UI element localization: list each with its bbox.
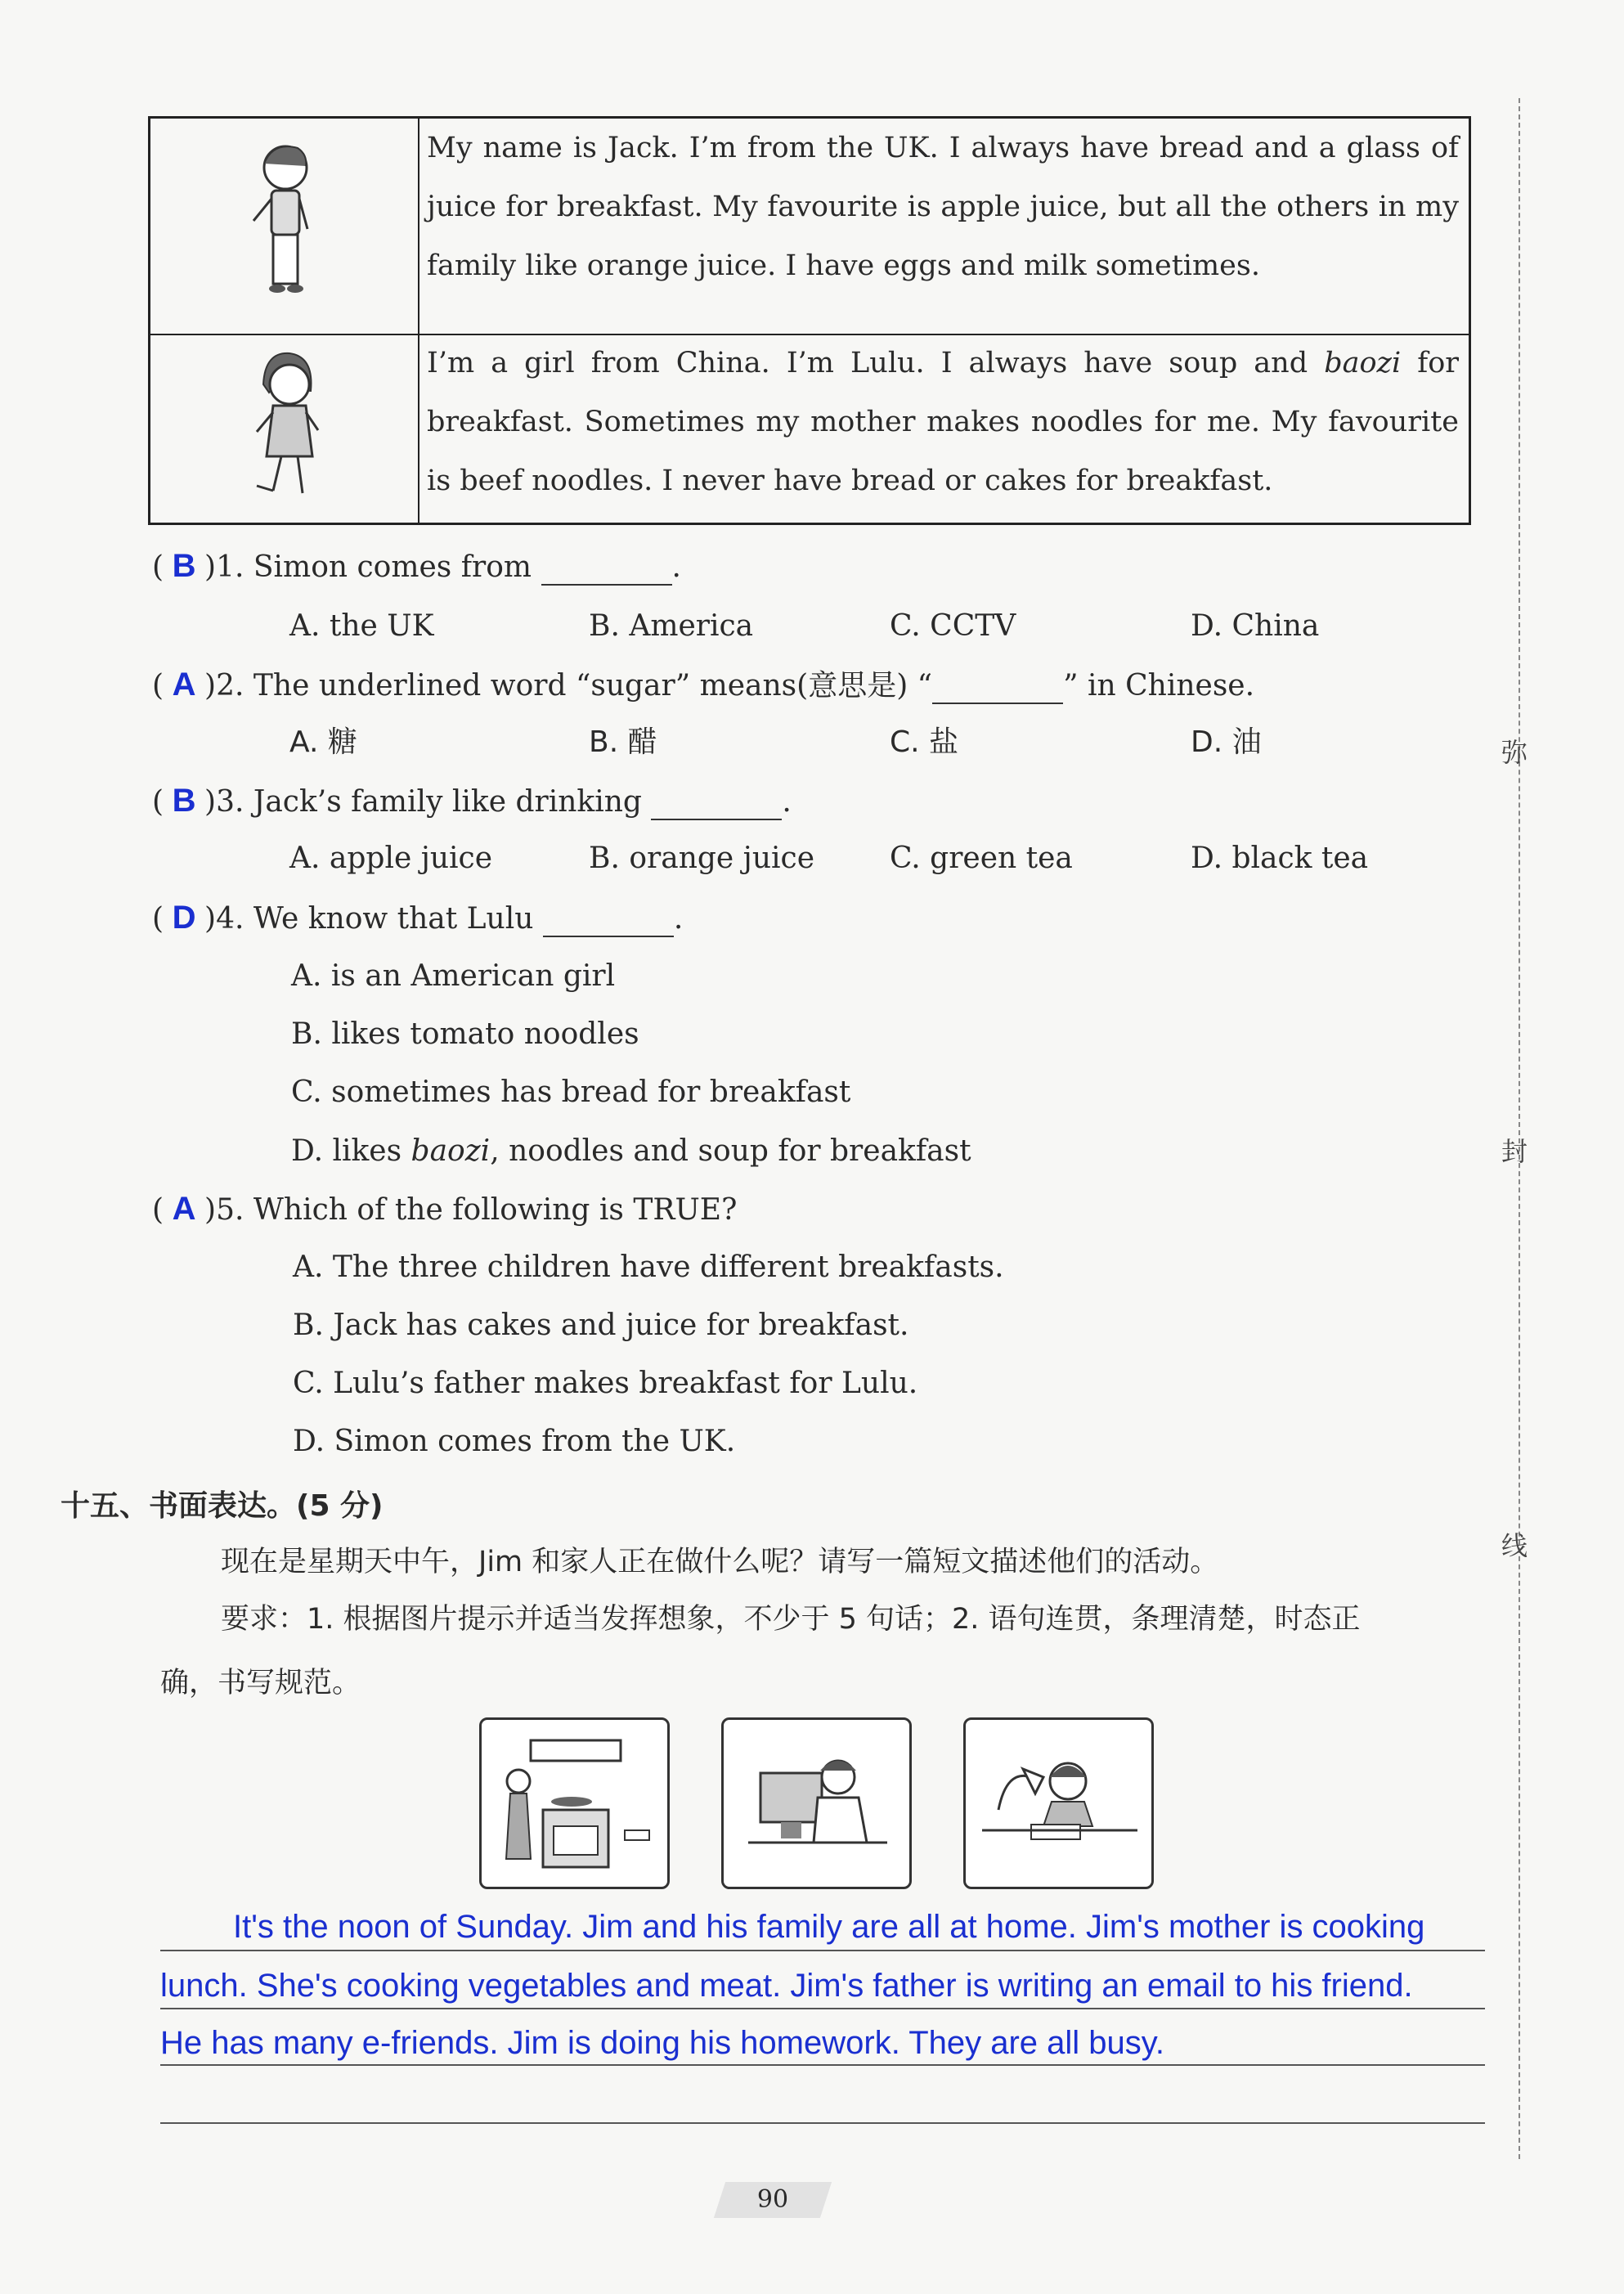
seal-mark-feng: 封 [1501,1136,1528,1167]
writing-prompt: 现在是星期天中午，Jim 和家人正在做什么呢？请写一篇短文描述他们的活动。 [221,1546,1219,1578]
jack-paragraph [427,119,1459,295]
question-2-end: ” in Chinese. [1063,669,1255,703]
question-5-text: )5. Which of the following is TRUE? [204,1193,738,1227]
q3-option-d: D. black tea [1191,842,1369,875]
q3-option-c: C. green tea [890,842,1073,875]
answer-5: A [172,1191,196,1227]
blank-4 [543,908,674,937]
reading-table [148,116,1471,525]
question-2-text: )2. The underlined word “sugar” means(意思是) “ [204,669,933,703]
q5-option-a: A. The three children have different breakfasts. [293,1250,1004,1284]
q1-option-b: B. America [589,609,754,643]
jack-text: My name is Jack. I’m from the UK. I always have bread and a glass of juice for breakfast. My favourite is apple juice, but all the others in my family like orange juice. I have eggs and milk sometimes. [427,132,1459,282]
question-1-end: . [671,550,681,584]
paren: ( [152,550,164,584]
lulu-paragraph [427,334,1459,510]
handwritten-line-2: lunch. She's cooking vegetables and meat. Jim's father is writing an email to his friend. [160,1968,1413,2004]
q2-option-c: C. 盐 [890,725,959,759]
q4-option-d-rest: , noodles and soup for breakfast [490,1134,971,1168]
q2-option-a: A. 糖 [289,725,357,759]
question-2 [152,667,1254,704]
q1-option-d: D. China [1191,609,1320,643]
section-title: 十五、书面表达。(5 分) [61,1489,384,1523]
handwritten-line-1: It's the noon of Sunday. Jim and his family are all at home. Jim's mother is cooking [233,1909,1425,1945]
q4-option-d-baozi: baozi [410,1134,491,1168]
answer-2: A [172,667,196,703]
q5-option-b: B. Jack has cakes and juice for breakfast. [293,1309,909,1342]
q4-option-d [291,1134,971,1169]
blank-1 [541,556,672,586]
table-row-lulu [150,334,1469,525]
q2-option-b: B. 醋 [589,725,657,759]
picture-jim-homework [963,1717,1154,1889]
blank-2 [932,675,1063,704]
q3-option-b: B. orange juice [589,842,814,875]
paren: ( [152,785,164,819]
girl-figure-icon [150,334,418,525]
binding-dashed-line [1519,98,1520,2159]
question-3-end: . [782,785,792,819]
paren: ( [152,669,164,703]
lulu-text-baozi: baozi [1324,347,1402,379]
question-4 [152,900,683,937]
blank-3 [651,791,782,820]
lulu-text-a: I’m a girl from China. I’m Lulu. I always have soup and [427,347,1325,379]
question-1 [152,548,681,586]
boy-figure-icon [150,119,418,334]
question-3 [152,783,792,820]
paren: ( [152,1193,164,1227]
q1-option-a: A. the UK [289,609,434,643]
boy-illustration-cell [150,119,419,334]
q1-option-c: C. CCTV [890,609,1016,643]
answer-3: B [172,783,196,819]
cooking-icon [482,1720,667,1887]
question-5 [152,1191,737,1228]
q5-option-d: D. Simon comes from the UK. [293,1425,736,1458]
picture-mother-cooking [479,1717,670,1889]
q4-option-b: B. likes tomato noodles [291,1017,639,1051]
answer-1: B [172,548,196,584]
question-3-text: )3. Jack’s family like drinking [204,785,642,819]
handwritten-line-3: He has many e-friends. Jim is doing his homework. They are all busy. [160,2025,1164,2061]
answer-4: D [172,900,196,936]
seal-mark-mi: 弥 [1501,737,1528,768]
requirements-line-2: 确，书写规范。 [160,1667,361,1699]
writing-line-1 [160,1950,1485,1951]
q4-option-d-start: D. likes [291,1134,411,1168]
computer-icon [724,1720,909,1887]
writing-line-4 [160,2122,1485,2124]
homework-icon [966,1720,1151,1887]
table-row-jack [150,119,1469,335]
lulu-text-c: for breakfast. Sometimes my mother makes noodles for me. My favourite is beef noodles. I never have bread or cakes for breakfast. [427,347,1459,497]
question-4-end: . [673,902,684,936]
q2-option-d: D. 油 [1191,725,1262,759]
picture-father-computer [721,1717,912,1889]
q3-option-a: A. apple juice [289,842,493,875]
question-4-text: )4. We know that Lulu [204,902,534,936]
question-1-text: )1. Simon comes from [204,550,532,584]
paren: ( [152,902,164,936]
seal-mark-xian: 线 [1501,1530,1528,1561]
q5-option-c: C. Lulu’s father makes breakfast for Lulu. [293,1367,918,1400]
lulu-text [427,334,1459,510]
page-number: 90 [756,2185,789,2214]
girl-illustration-cell [150,334,419,525]
q4-option-c: C. sometimes has bread for breakfast [291,1075,851,1109]
q4-option-a: A. is an American girl [291,959,616,993]
requirements-line-1: 要求：1. 根据图片提示并适当发挥想象，不少于 5 句话；2. 语句连贯，条理清楚，时态正 [221,1603,1361,1636]
